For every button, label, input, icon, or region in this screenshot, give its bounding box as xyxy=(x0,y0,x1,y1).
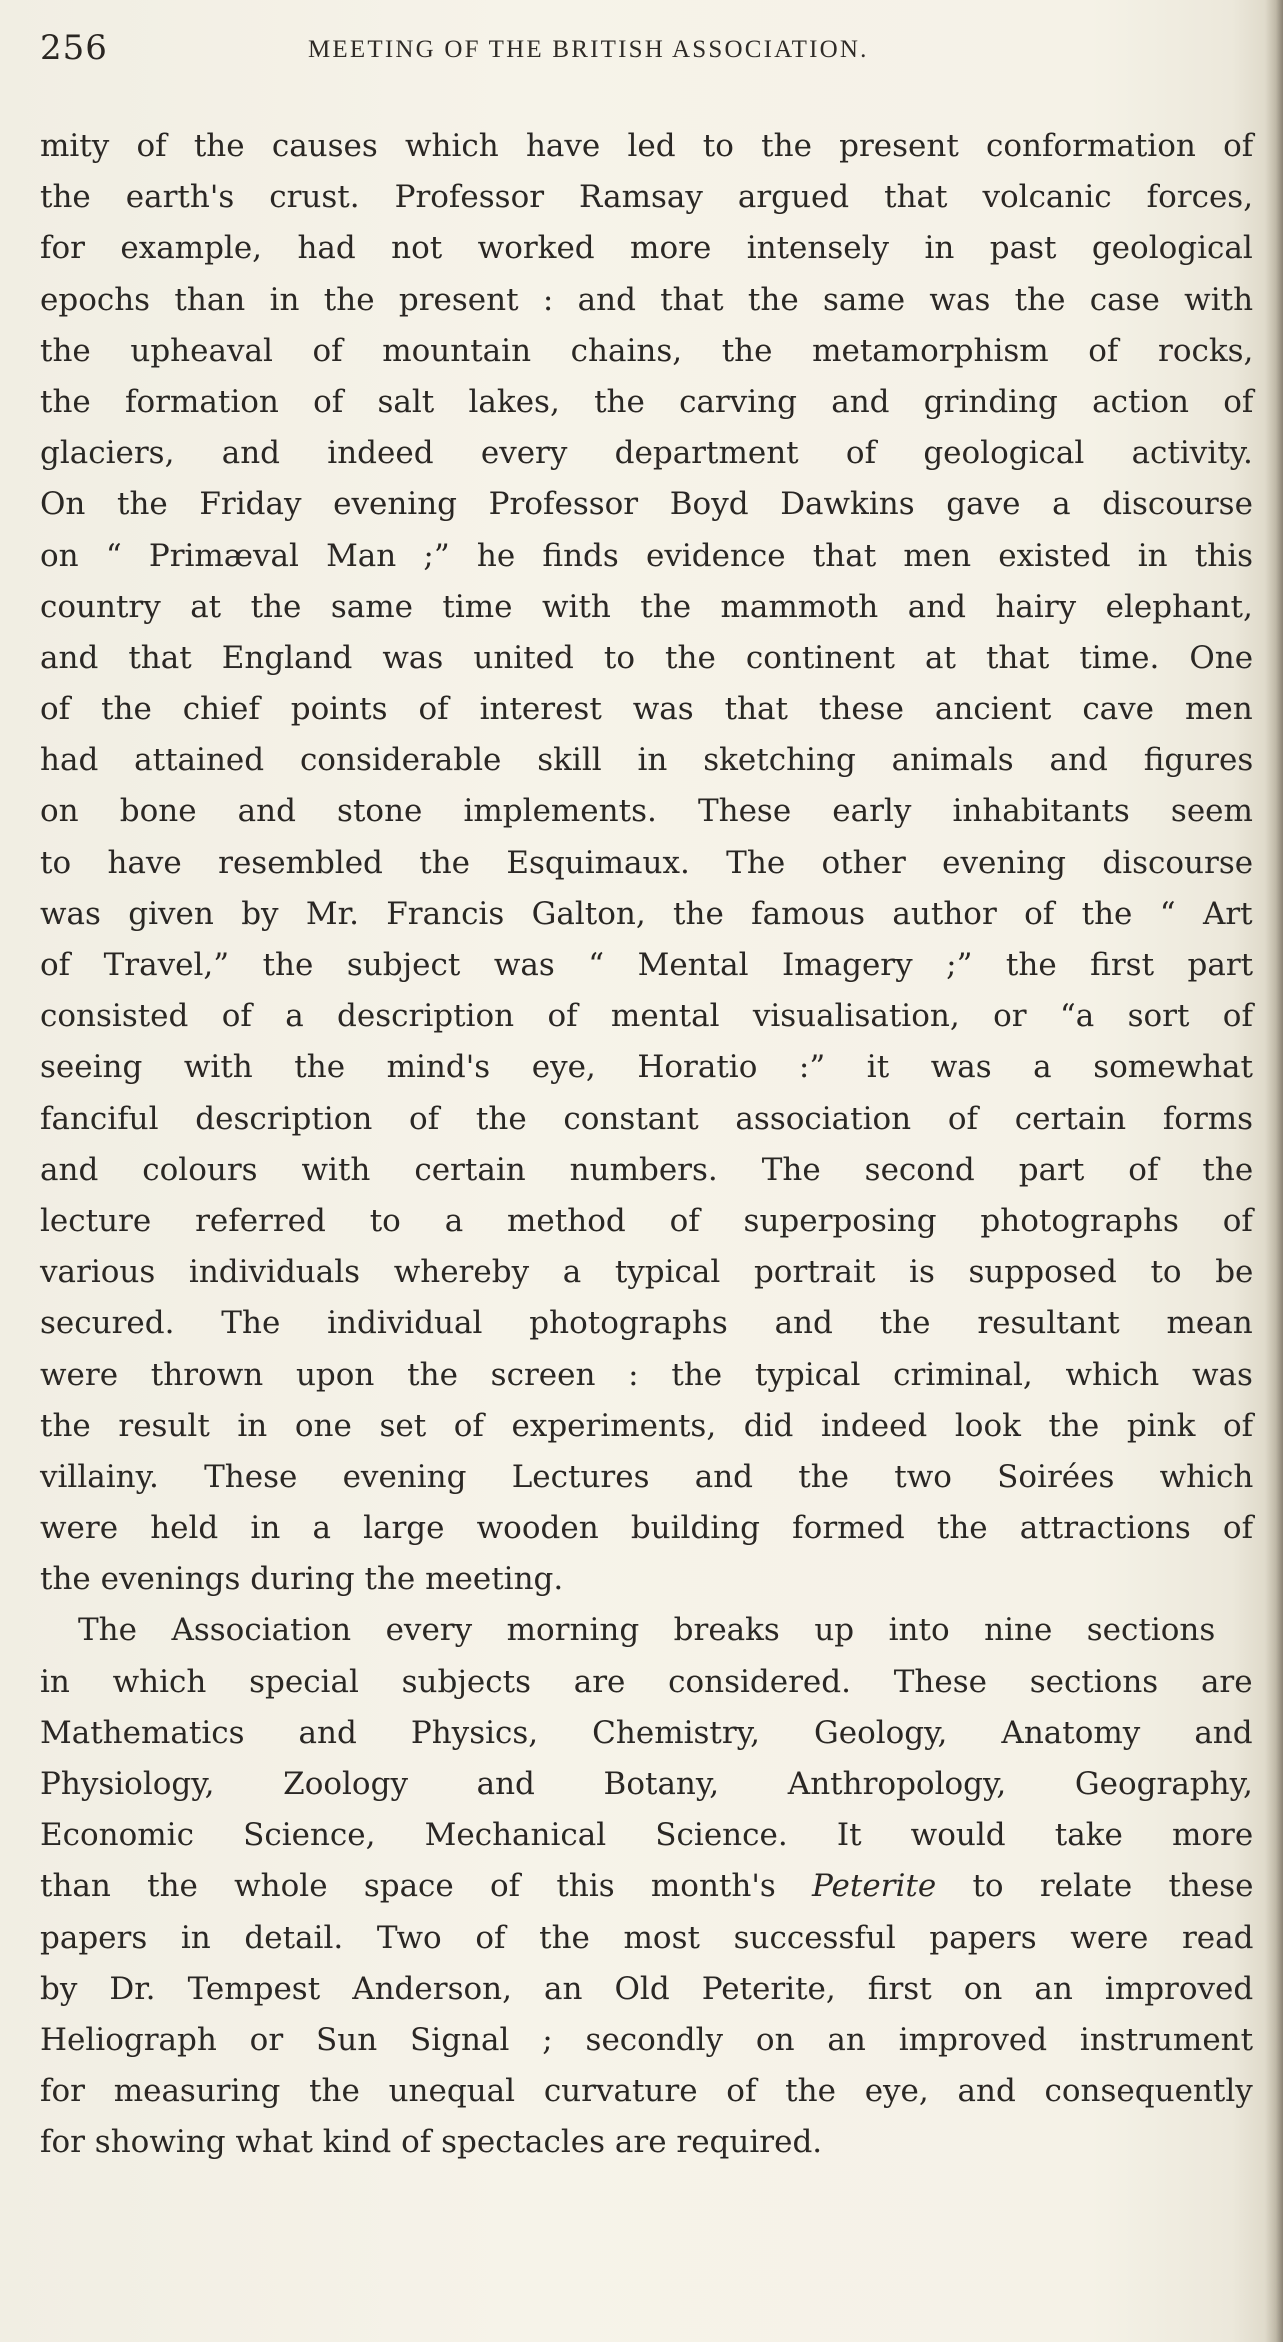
text-line: the evenings during the meeting. xyxy=(40,1561,564,1598)
text-line: mity of the causes which have led to the present conformation of xyxy=(40,128,1254,164)
text-line: Mathematics and Physics, Chemistry, Geology, Anatomy and xyxy=(40,1714,1253,1751)
page-number: 256 xyxy=(40,28,108,68)
text-line: country at the same time with the mammoth and hairy elephant, xyxy=(40,588,1253,625)
text-line: seeing with the mind's eye, Horatio :” it was a somewhat xyxy=(40,1049,1253,1086)
text-line: the result in one set of experiments, did indeed look the pink of xyxy=(40,1407,1254,1444)
text-line: and that England was united to the continent at that time. One xyxy=(40,639,1254,676)
text-line: had attained considerable skill in sketching animals and figures xyxy=(40,742,1254,779)
text-line: Physiology, Zoology and Botany, Anthropology, Geography, xyxy=(40,1766,1253,1802)
text-line: epochs than in the present : and that the same was the case with xyxy=(40,281,1254,318)
text-line: the upheaval of mountain chains, the metamorphism of rocks, xyxy=(40,332,1254,369)
text-line: Heliograph or Sun Signal ; secondly on an improved instrument xyxy=(40,2021,1254,2058)
text-line: The Association every morning breaks up into nine sections xyxy=(78,1612,1216,1649)
text-line: the earth's crust. Professor Ramsay argued that volcanic forces, xyxy=(40,179,1254,216)
text-line: by Dr. Tempest Anderson, an Old Peterite, first on an improved xyxy=(40,1970,1254,2007)
text-line: to have resembled the Esquimaux. The other evening discourse xyxy=(40,844,1254,881)
text-line: consisted of a description of mental visualisation, or “a sort of xyxy=(40,998,1253,1035)
text-line: On the Friday evening Professor Boyd Dawkins gave a discourse xyxy=(40,486,1253,523)
text-line: on “ Primæval Man ;” he finds evidence that men existed in this xyxy=(40,537,1254,574)
text-line: various individuals whereby a typical portrait is supposed to be xyxy=(40,1254,1254,1291)
text-line: lecture referred to a method of superposing photographs of xyxy=(40,1202,1253,1239)
italic-title-peterite: Peterite xyxy=(812,1868,937,1905)
text-line: glaciers, and indeed every department of geological activity. xyxy=(40,435,1253,472)
page-header xyxy=(40,28,1250,78)
text-line: was given by Mr. Francis Galton, the famous author of the “ Art xyxy=(40,895,1253,932)
paragraph-1 xyxy=(40,121,1253,1605)
line-text-after-italic: to relate these xyxy=(936,1868,1254,1905)
text-line: villainy. These evening Lectures and the two Soirées which xyxy=(40,1458,1254,1495)
text-line: for measuring the unequal curvature of the eye, and consequently xyxy=(40,2073,1253,2110)
text-line: in which special subjects are considered. These sections are xyxy=(40,1663,1253,1700)
text-line: fanciful description of the constant association of certain forms xyxy=(40,1100,1254,1137)
text-line: for showing what kind of spectacles are required. xyxy=(40,2124,823,2161)
text-line: were held in a large wooden building formed the attractions of xyxy=(40,1510,1254,1547)
text-line: for example, had not worked more intensely in past geological xyxy=(40,230,1253,267)
text-line: and colours with certain numbers. The second part of the xyxy=(40,1151,1254,1188)
text-line: secured. The individual photographs and the resultant mean xyxy=(40,1305,1253,1342)
text-line: of Travel,” the subject was “ Mental Imagery ;” the first part xyxy=(40,947,1254,983)
line-text-before-italic: than the whole space of this month's xyxy=(40,1868,813,1905)
paragraph-2 xyxy=(40,1605,1253,2168)
running-head: MEETING OF THE BRITISH ASSOCIATION. xyxy=(308,36,869,63)
text-line: on bone and stone implements. These early inhabitants seem xyxy=(40,793,1253,830)
body-text xyxy=(40,121,1253,2169)
text-line: papers in detail. Two of the most successful papers were read xyxy=(40,1919,1254,1956)
text-line: were thrown upon the screen : the typical criminal, which was xyxy=(40,1356,1253,1393)
text-line: the formation of salt lakes, the carving and grinding action of xyxy=(40,383,1254,420)
text-line-with-italic xyxy=(40,1861,1253,1912)
page-edge-shadow xyxy=(1265,0,1283,2342)
text-line: of the chief points of interest was that these ancient cave men xyxy=(40,691,1253,728)
text-line: Economic Science, Mechanical Science. It would take more xyxy=(40,1817,1254,1854)
